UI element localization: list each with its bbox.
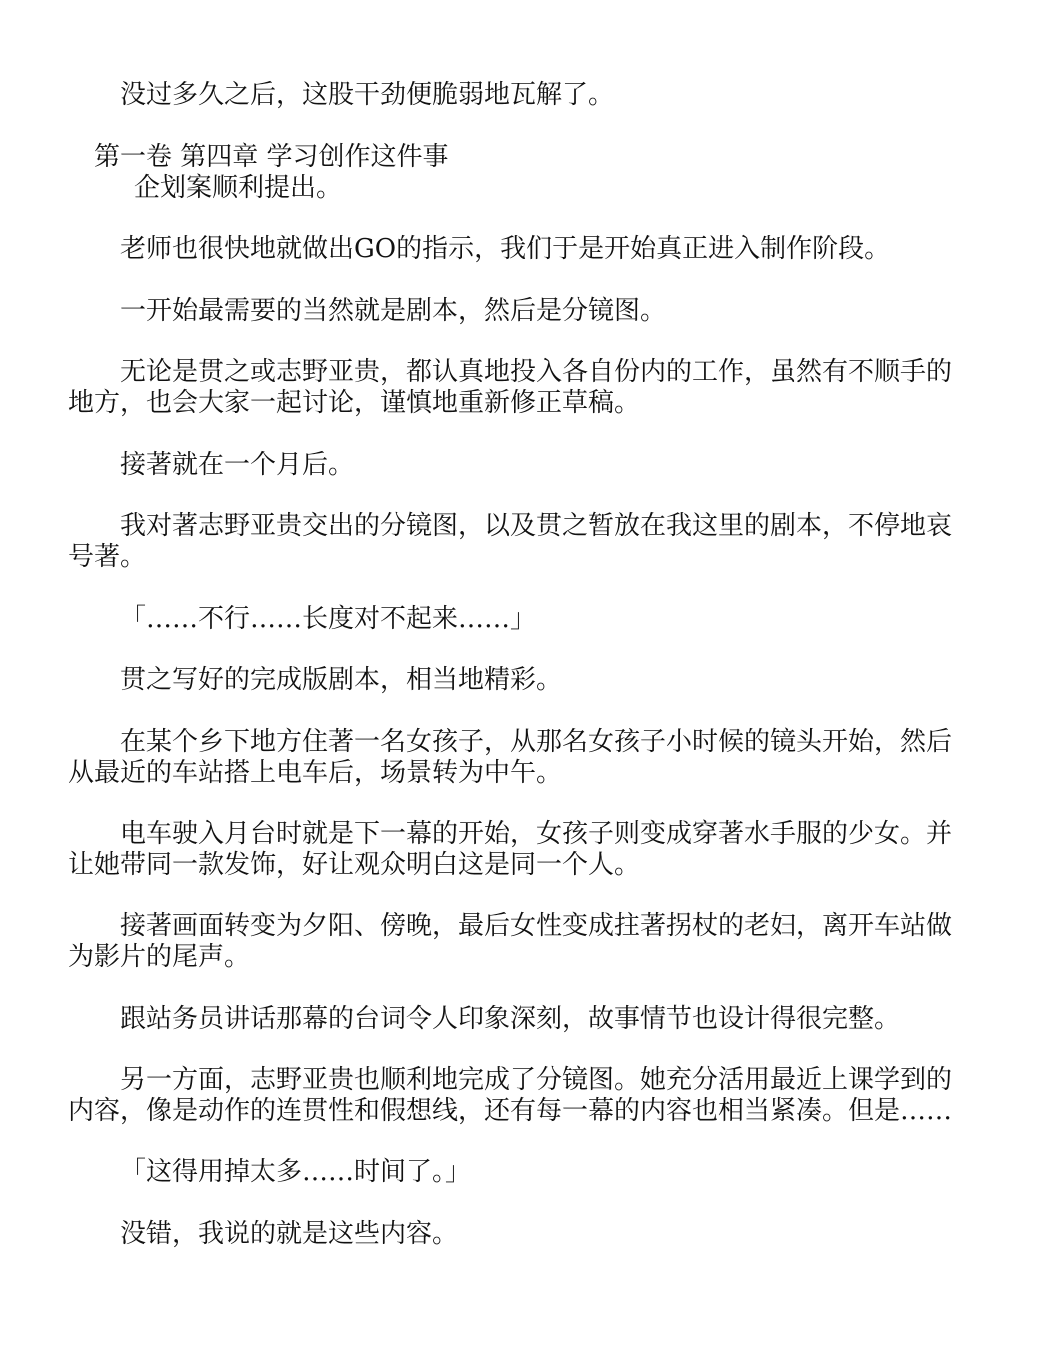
- paragraph-line: 内容，像是动作的连贯性和假想线，还有每一幕的内容也相当紧凑。但是……: [68, 1096, 953, 1126]
- paragraph-line: 没过多久之后，这股干劲便脆弱地瓦解了。: [120, 80, 615, 110]
- paragraph-line: 无论是贯之或志野亚贵，都认真地投入各自份内的工作，虽然有不顺手的: [120, 357, 953, 387]
- paragraph-line: 没错，我说的就是这些内容。: [120, 1219, 459, 1249]
- paragraph-line: 让她带同一款发饰，好让观众明白这是同一个人。: [68, 850, 641, 880]
- chapter-heading: 第一卷 第四章 学习创作这件事: [94, 142, 449, 172]
- paragraph-line: 一开始最需要的当然就是剧本，然后是分镜图。: [120, 296, 667, 326]
- paragraph-line: 企划案顺利提出。: [134, 173, 343, 203]
- paragraph-line: 跟站务员讲话那幕的台词令人印象深刻，故事情节也设计得很完整。: [120, 1004, 901, 1034]
- paragraph-line: 老师也很快地就做出GO的指示，我们于是开始真正进入制作阶段。: [120, 234, 891, 264]
- paragraph-line: 电车驶入月台时就是下一幕的开始，女孩子则变成穿著水手服的少女。并: [120, 819, 953, 849]
- paragraph-line: 地方，也会大家一起讨论，谨慎地重新修正草稿。: [68, 388, 641, 418]
- dialogue-line: 「……不行……长度对不起来……」: [120, 604, 537, 634]
- paragraph-line: 接著就在一个月后。: [120, 450, 355, 480]
- paragraph-line: 为影片的尾声。: [68, 942, 251, 972]
- paragraph-line: 贯之写好的完成版剧本，相当地精彩。: [120, 665, 563, 695]
- paragraph-line: 在某个乡下地方住著一名女孩子，从那名女孩子小时候的镜头开始，然后: [120, 727, 953, 757]
- paragraph-line: 从最近的车站搭上电车后，场景转为中午。: [68, 758, 563, 788]
- paragraph-line: 接著画面转变为夕阳、傍晚，最后女性变成拄著拐杖的老妇，离开车站做: [120, 911, 953, 941]
- dialogue-line: 「这得用掉太多……时间了。」: [120, 1157, 472, 1187]
- paragraph-line: 我对著志野亚贵交出的分镜图，以及贯之暂放在我这里的剧本，不停地哀: [120, 511, 953, 541]
- paragraph-line: 号著。: [68, 542, 147, 572]
- paragraph-line: 另一方面，志野亚贵也顺利地完成了分镜图。她充分活用最近上课学到的: [120, 1065, 953, 1095]
